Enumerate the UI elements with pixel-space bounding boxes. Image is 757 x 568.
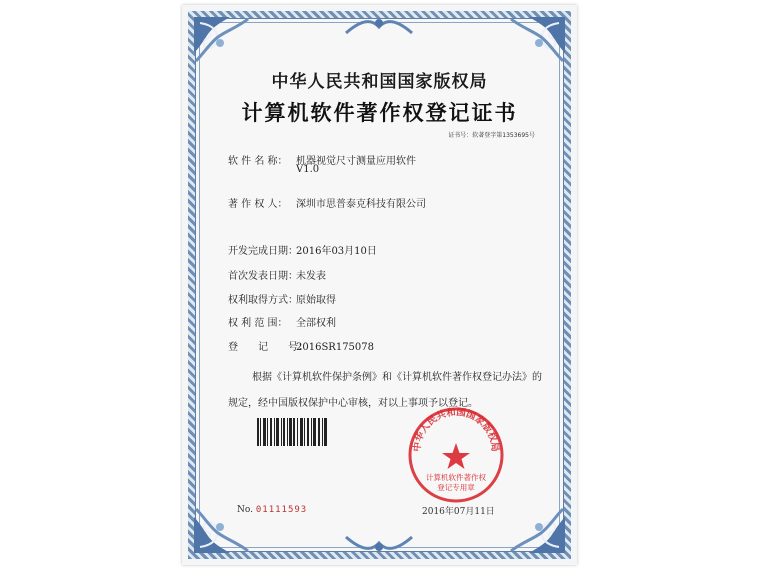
method-row xyxy=(228,291,336,306)
publish-date-row xyxy=(228,267,326,282)
barcode-icon xyxy=(257,418,327,446)
serial-value: 01111593 xyxy=(255,505,308,515)
certificate-title: 计算机软件著作权登记证书 xyxy=(241,101,518,125)
registration-label: 登 记 号： xyxy=(228,342,308,353)
owner-row xyxy=(228,195,426,210)
seal-inner-line-1: 计算机软件著作权 xyxy=(426,473,486,482)
dev-date-label: 开发完成日期： xyxy=(228,246,298,257)
dev-date-row xyxy=(228,242,377,257)
scope-row xyxy=(228,314,336,329)
statement-line-2: 规定，经中国版权保护中心审核，对以上事项予以登记。 xyxy=(228,398,478,409)
certificate-number: 证书号：软著登字第1353695号 xyxy=(448,132,535,139)
issuer-title: 中华人民共和国国家版权局 xyxy=(271,72,488,92)
serial-prefix: No. xyxy=(237,505,253,515)
issue-date: 2016年07月11日 xyxy=(422,507,495,517)
software-name-row xyxy=(228,152,416,167)
publish-date-value: 未发表 xyxy=(296,271,326,282)
registration-row xyxy=(228,338,374,353)
method-label: 权利取得方式： xyxy=(228,295,298,306)
registration-number: 2016SR175078 xyxy=(296,342,375,353)
software-name-label: 软 件 名 称： xyxy=(228,156,288,167)
seal-inner-line-2: 登记专用章 xyxy=(437,483,475,492)
certificate xyxy=(182,5,577,565)
software-name-value: 机器视觉尺寸测量应用软件 xyxy=(296,156,416,167)
scope-value: 全部权利 xyxy=(296,318,336,329)
version-value: V1.0 xyxy=(296,164,320,175)
serial-number xyxy=(237,505,307,515)
official-seal-icon xyxy=(406,405,506,505)
publish-date-label: 首次发表日期： xyxy=(228,271,298,282)
dev-date-value: 2016年03月10日 xyxy=(296,246,377,257)
method-value: 原始取得 xyxy=(296,295,336,306)
seal-outer-text: 中华人民共和国国家版权局 xyxy=(411,406,501,453)
scope-label: 权 利 范 围： xyxy=(228,318,288,329)
owner-value: 深圳市思普泰克科技有限公司 xyxy=(296,199,426,210)
statement-line-1: 根据《计算机软件保护条例》和《计算机软件著作权登记办法》的 xyxy=(252,372,542,383)
owner-label: 著 作 权 人： xyxy=(228,199,288,210)
